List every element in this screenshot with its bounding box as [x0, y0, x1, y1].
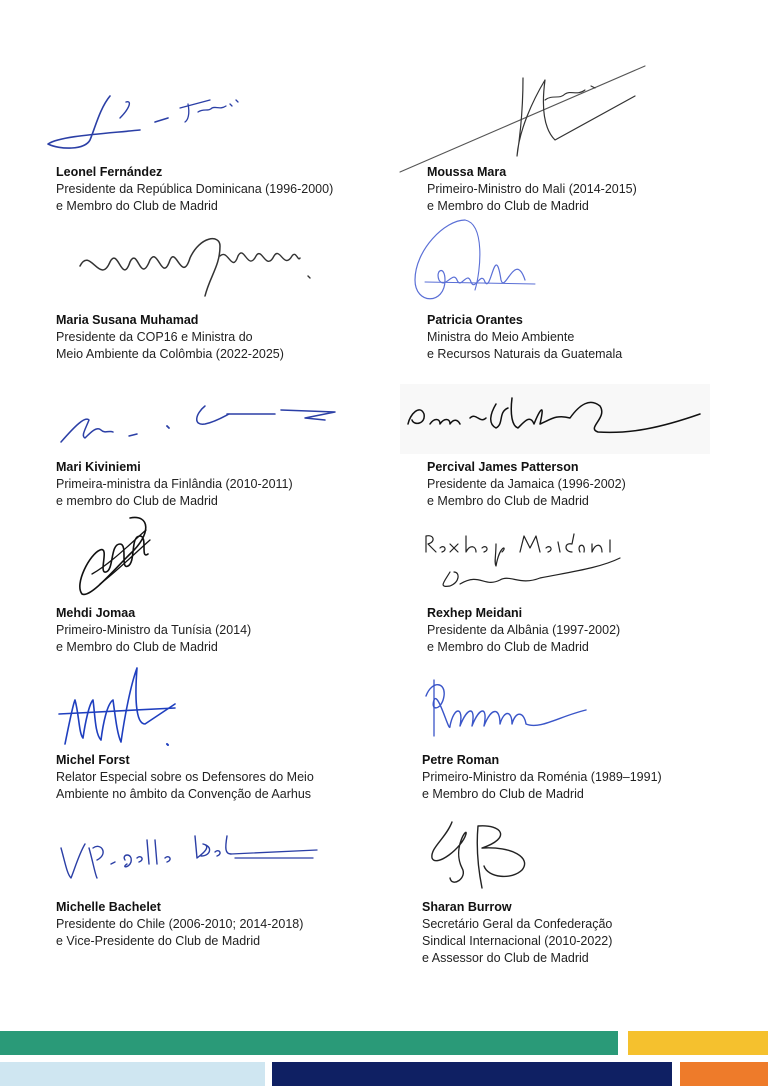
signatory-name: Maria Susana Muhamad — [56, 313, 199, 327]
signature-mehdi-jomaa — [70, 514, 170, 600]
signatory-name: Rexhep Meidani — [427, 606, 523, 620]
signatory-block-mari-kiviniemi — [56, 459, 396, 510]
signatory-block-leonel-fernandez — [56, 164, 396, 215]
signature-leonel-fernandez — [40, 78, 270, 158]
footer-bar-orange — [680, 1062, 768, 1086]
signatory-block-petre-roman — [422, 752, 762, 803]
signatory-title-line: Ministra do Meio Ambiente — [427, 330, 575, 344]
signatory-block-percival-james-patterson — [427, 459, 767, 510]
signature-rexhep-meidani — [420, 532, 630, 598]
signatory-block-mehdi-jomaa — [56, 605, 396, 656]
signatory-block-moussa-mara — [427, 164, 767, 215]
signatory-name: Michel Forst — [56, 753, 130, 767]
signatory-block-sharan-burrow — [422, 899, 762, 967]
signatory-block-michel-forst — [56, 752, 396, 803]
signature-sharan-burrow — [422, 818, 542, 896]
signatory-title-line: Relator Especial sobre os Defensores do Meio — [56, 770, 314, 784]
signature-mari-kiviniemi — [55, 396, 345, 450]
signatory-name: Percival James Patterson — [427, 460, 579, 474]
footer-bar-light-blue — [0, 1062, 265, 1086]
signature-maria-susana-muhamad — [70, 226, 320, 306]
signatory-title-line: Primeiro-Ministro da Tunísia (2014) — [56, 623, 252, 637]
signature-michelle-bachelet — [55, 828, 320, 888]
signature-percival-james-patterson — [400, 384, 710, 454]
signatory-title-line: Meio Ambiente da Colômbia (2022-2025) — [56, 347, 284, 361]
signatory-title-line: e Membro do Club de Madrid — [56, 640, 218, 654]
signatory-title-line: Primeiro-Ministro da Roménia (1989–1991) — [422, 770, 662, 784]
signatory-title-line: Ambiente no âmbito da Convenção de Aarhus — [56, 787, 312, 801]
signatory-name: Moussa Mara — [427, 165, 507, 179]
signature-patricia-orantes — [405, 210, 545, 312]
signatory-name: Mari Kiviniemi — [56, 460, 141, 474]
footer-bar-green — [0, 1031, 618, 1055]
signatory-title-line: Presidente da Jamaica (1996-2002) — [427, 477, 626, 491]
signatory-block-maria-susana-muhamad — [56, 312, 396, 363]
signature-moussa-mara — [395, 60, 665, 175]
signatory-block-patricia-orantes — [427, 312, 767, 363]
signatory-title-line: e Membro do Club de Madrid — [56, 199, 218, 213]
signatory-title-line: e Recursos Naturais da Guatemala — [427, 347, 623, 361]
signatory-title-line: e Membro do Club de Madrid — [427, 640, 589, 654]
footer-bar-yellow — [628, 1031, 768, 1055]
signature-michel-forst — [55, 664, 185, 750]
signatory-title-line: Presidente do Chile (2006-2010; 2014-2018) — [56, 917, 304, 931]
footer-bar-navy — [272, 1062, 672, 1086]
signatory-name: Leonel Fernández — [56, 165, 163, 179]
signatory-title-line: e Membro do Club de Madrid — [427, 494, 589, 508]
signatory-block-michelle-bachelet — [56, 899, 396, 950]
signatory-title-line: e Vice-Presidente do Club de Madrid — [56, 934, 261, 948]
signatory-name: Patricia Orantes — [427, 313, 523, 327]
signatory-title-line: Primeiro-Ministro do Mali (2014-2015) — [427, 182, 637, 196]
signatory-title-line: Presidente da COP16 e Ministra do — [56, 330, 253, 344]
signatory-title-line: Presidente da Albânia (1997-2002) — [427, 623, 621, 637]
signatory-title-line: e membro do Club de Madrid — [56, 494, 218, 508]
signatory-title-line: Presidente da República Dominicana (1996-2000) — [56, 182, 334, 196]
signatory-name: Sharan Burrow — [422, 900, 512, 914]
signatory-name: Petre Roman — [422, 753, 500, 767]
signatory-title-line: Primeira-ministra da Finlândia (2010-2011) — [56, 477, 293, 491]
signatory-title-line: Sindical Internacional (2010-2022) — [422, 934, 613, 948]
signatory-name: Mehdi Jomaa — [56, 606, 136, 620]
signatory-title-line: e Membro do Club de Madrid — [427, 199, 589, 213]
signatory-title-line: e Assessor do Club de Madrid — [422, 951, 589, 965]
signatory-name: Michelle Bachelet — [56, 900, 161, 914]
signatory-title-line: e Membro do Club de Madrid — [422, 787, 584, 801]
signatory-block-rexhep-meidani — [427, 605, 767, 656]
signatory-title-line: Secretário Geral da Confederação — [422, 917, 613, 931]
signature-petre-roman — [420, 676, 590, 746]
